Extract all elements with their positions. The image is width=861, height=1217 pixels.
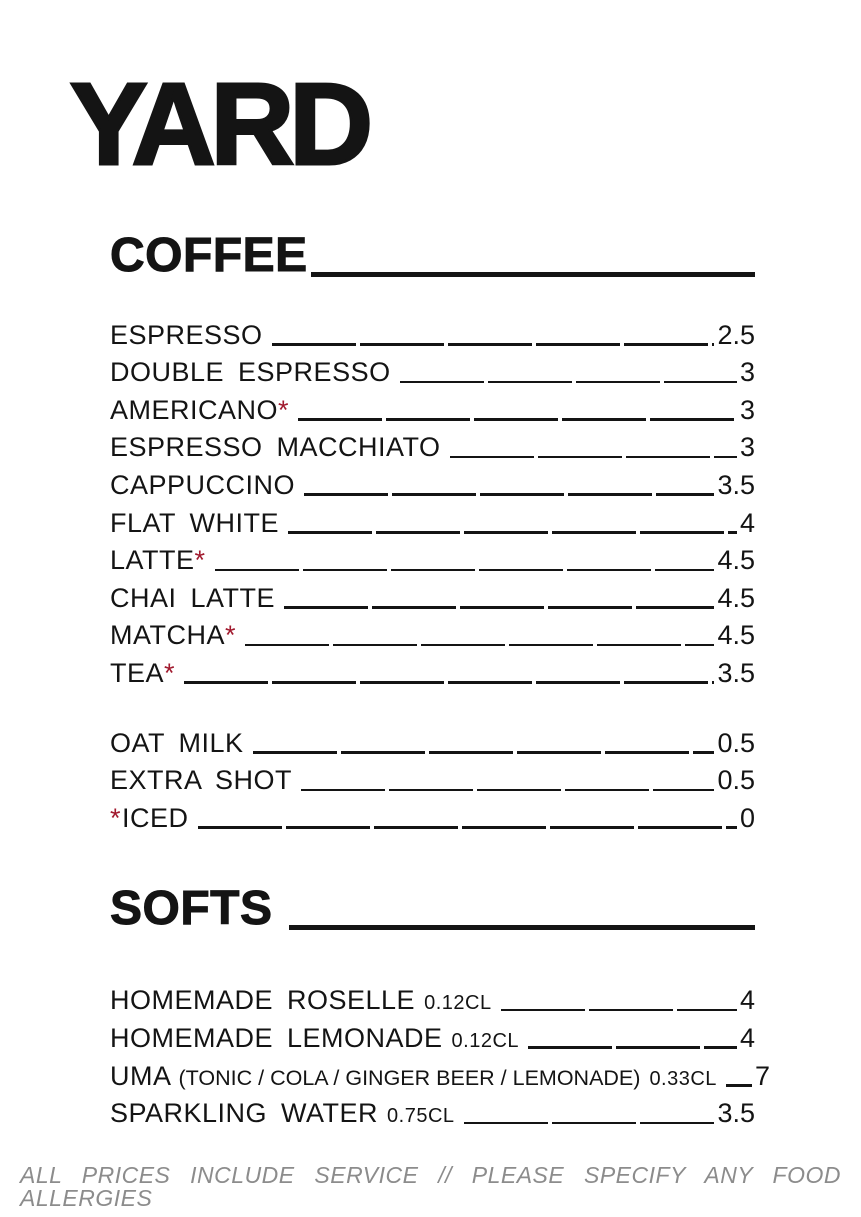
item-size: 0.33CL bbox=[649, 1067, 717, 1090]
item-price: 3.5 bbox=[717, 657, 755, 688]
item-name-text: LATTE bbox=[110, 545, 195, 576]
menu-item-row bbox=[110, 612, 755, 650]
brand-logo: YARD bbox=[70, 59, 369, 189]
price-leader-line bbox=[245, 644, 714, 647]
item-name bbox=[110, 622, 236, 649]
menu-item-row bbox=[110, 461, 755, 499]
item-name bbox=[110, 1100, 455, 1127]
item-price: 3 bbox=[739, 432, 755, 463]
item-name-text: FLAT WHITE bbox=[110, 507, 280, 538]
item-name-text: ESPRESSO MACCHIATO bbox=[110, 432, 441, 463]
item-price: 0.5 bbox=[717, 727, 755, 758]
item-name bbox=[110, 767, 292, 794]
menu-item-row bbox=[110, 1090, 755, 1128]
item-size: 0.12CL bbox=[451, 1029, 520, 1052]
item-price: 4.5 bbox=[717, 545, 755, 576]
item-name-text: HOMEMADE LEMONADE bbox=[110, 1022, 443, 1053]
menu-item-row bbox=[110, 349, 755, 387]
price-leader-line bbox=[184, 681, 714, 684]
item-name bbox=[110, 802, 189, 833]
item-name bbox=[110, 1060, 717, 1091]
item-name-text: ESPRESSO bbox=[110, 319, 263, 350]
price-leader-line bbox=[298, 418, 737, 421]
item-price: 0 bbox=[739, 802, 755, 833]
price-leader-line bbox=[726, 1084, 752, 1087]
item-price: 3 bbox=[739, 357, 755, 388]
menu-item-row bbox=[110, 537, 755, 575]
menu-item-row bbox=[110, 1014, 755, 1052]
section-coffee bbox=[110, 229, 755, 833]
item-name-text: OAT MILK bbox=[110, 727, 244, 758]
price-leader-line bbox=[301, 789, 714, 792]
price-leader-line bbox=[284, 606, 714, 609]
price-leader-line bbox=[253, 751, 715, 754]
menu-item-row bbox=[110, 386, 755, 424]
menu-item-row bbox=[110, 499, 755, 537]
item-name-text: TEA bbox=[110, 657, 165, 688]
item-price: 0.5 bbox=[717, 765, 755, 796]
price-leader-line bbox=[400, 381, 737, 384]
item-name bbox=[110, 1022, 520, 1053]
menu-item-row bbox=[110, 757, 755, 795]
heading-underline bbox=[289, 925, 755, 930]
item-name bbox=[110, 319, 263, 350]
item-name-text: CAPPUCCINO bbox=[110, 469, 296, 500]
menu-item-row bbox=[110, 424, 755, 462]
footer-note: ALL PRICES INCLUDE SERVICE // PLEASE SPECIFY ANY FOOD ALLERGIES bbox=[20, 1162, 841, 1212]
item-name-text: MATCHA bbox=[110, 620, 225, 651]
price-leader-line bbox=[288, 531, 737, 534]
item-name bbox=[110, 394, 290, 425]
menu-header bbox=[70, 59, 755, 189]
heading-underline bbox=[311, 272, 755, 277]
item-price: 4.5 bbox=[717, 582, 755, 613]
item-name-text: ICED bbox=[122, 802, 189, 833]
menu-item-row bbox=[110, 649, 755, 687]
menu-item-row bbox=[110, 311, 755, 349]
price-leader-line bbox=[272, 343, 715, 346]
item-name-text: HOMEMADE ROSELLE bbox=[110, 985, 416, 1016]
item-price: 7 bbox=[754, 1060, 770, 1091]
item-name bbox=[110, 507, 280, 538]
item-name bbox=[110, 359, 391, 386]
price-leader-line bbox=[501, 1009, 737, 1012]
item-name-text: EXTRA SHOT bbox=[110, 765, 293, 796]
item-name bbox=[110, 582, 276, 613]
item-detail: (TONIC / COLA / GINGER BEER / LEMONADE) bbox=[178, 1065, 641, 1090]
coffee-section-title: COFFEE bbox=[110, 229, 308, 282]
item-price: 3.5 bbox=[717, 469, 755, 500]
coffee-items-list bbox=[110, 311, 755, 687]
price-leader-line bbox=[215, 569, 715, 572]
item-size: 0.75CL bbox=[387, 1105, 455, 1128]
price-leader-line bbox=[528, 1046, 737, 1049]
item-name bbox=[110, 469, 296, 500]
item-price: 4.5 bbox=[717, 620, 755, 651]
item-name-text: AMERICANO bbox=[110, 394, 279, 425]
price-leader-line bbox=[464, 1122, 715, 1125]
item-price: 3.5 bbox=[717, 1098, 755, 1129]
softs-section-heading bbox=[110, 881, 755, 935]
item-name-text: DOUBLE ESPRESSO bbox=[110, 357, 391, 388]
menu-item-row bbox=[110, 719, 755, 757]
asterisk-mark: * bbox=[225, 620, 237, 651]
item-name bbox=[110, 547, 206, 574]
menu-item-row bbox=[110, 1052, 770, 1091]
asterisk-mark: * bbox=[110, 802, 122, 833]
item-name-text: CHAI LATTE bbox=[110, 582, 276, 613]
asterisk-mark: * bbox=[194, 545, 206, 576]
menu-item-row bbox=[110, 977, 755, 1015]
item-price: 4 bbox=[739, 507, 755, 538]
asterisk-mark: * bbox=[278, 394, 290, 425]
item-price: 3 bbox=[739, 394, 755, 425]
item-name bbox=[110, 987, 492, 1014]
item-name bbox=[110, 434, 441, 461]
item-price: 2.5 bbox=[717, 319, 755, 350]
menu-item-row bbox=[110, 794, 755, 832]
section-softs bbox=[110, 881, 770, 1129]
item-name bbox=[110, 657, 176, 688]
price-leader-line bbox=[450, 456, 737, 459]
item-name-text: SPARKLING WATER bbox=[110, 1098, 379, 1129]
softs-section-title: SOFTS bbox=[110, 881, 273, 935]
item-price: 4 bbox=[739, 985, 755, 1016]
item-name bbox=[110, 727, 244, 758]
coffee-extras-list bbox=[110, 719, 755, 832]
asterisk-mark: * bbox=[164, 657, 176, 688]
menu-item-row bbox=[110, 574, 755, 612]
softs-items-list bbox=[110, 977, 770, 1129]
price-leader-line bbox=[198, 826, 737, 829]
price-leader-line bbox=[304, 493, 714, 496]
coffee-section-heading bbox=[110, 229, 755, 282]
item-name-text: UMA bbox=[110, 1060, 172, 1091]
item-price: 4 bbox=[739, 1022, 755, 1053]
item-size: 0.12CL bbox=[424, 992, 492, 1015]
